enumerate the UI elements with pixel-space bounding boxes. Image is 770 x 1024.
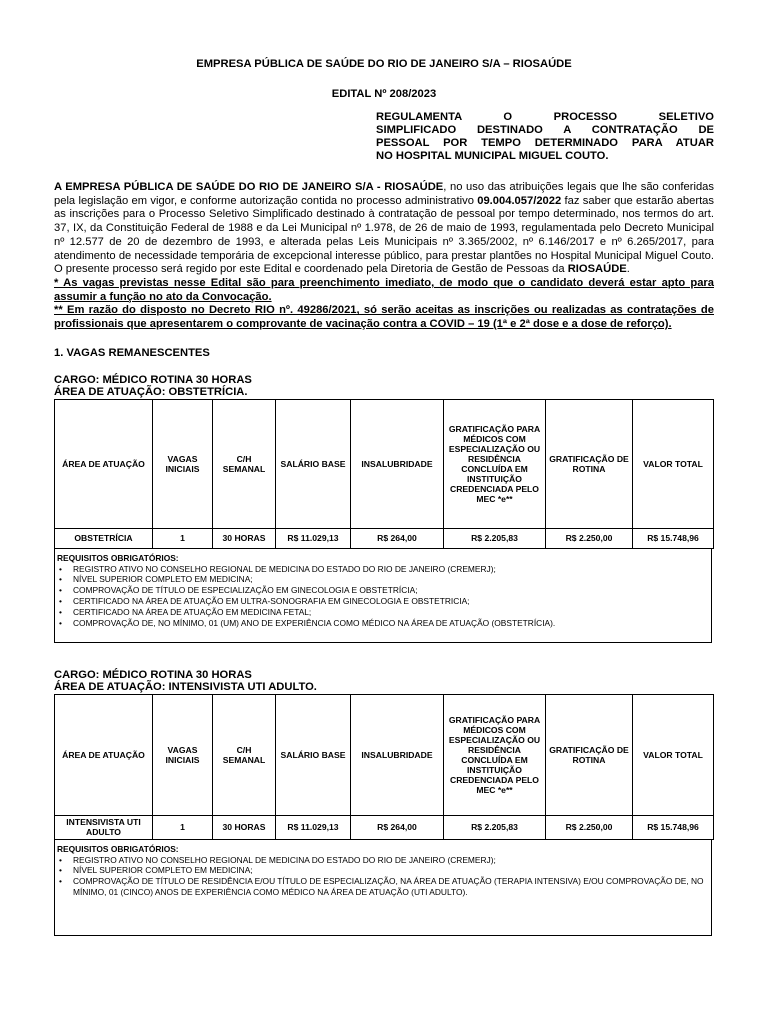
org-short-name: RIOSAÚDE: [567, 263, 627, 276]
header-cell: VAGAS INICIAIS: [153, 694, 213, 815]
requirement-item: • REGISTRO ATIVO NO CONSELHO REGIONAL DE MEDICINA DO ESTADO DO RIO DE JANEIRO (CREMERJ);: [73, 564, 711, 575]
cell-ch: 30 HORAS: [213, 815, 276, 839]
area-title: ÁREA DE ATUAÇÃO: OBSTETRÍCIA.: [54, 386, 248, 399]
cell-vagas: 1: [153, 815, 213, 839]
cell-gratificacao-rotina: R$ 2.250,00: [546, 815, 633, 839]
header-cell: SALÁRIO BASE: [276, 399, 351, 528]
subject-line: NO HOSPITAL MUNICIPAL MIGUEL COUTO.: [376, 150, 609, 162]
cell-area: OBSTETRÍCIA: [55, 528, 153, 548]
requirement-item: • CERTIFICADO NA ÁREA DE ATUAÇÃO EM MEDICINA FETAL;: [73, 607, 711, 618]
area-title: ÁREA DE ATUAÇÃO: INTENSIVISTA UTI ADULTO.: [54, 681, 317, 694]
cell-gratificacao-rotina: R$ 2.250,00: [546, 528, 633, 548]
note-immediate: * As vagas previstas nesse Edital são para preenchimento imediato, de modo que o candidato deverá estar apto para assumir a função no ato da Convocação.: [54, 276, 714, 303]
cell-insalubridade: R$ 264,00: [351, 528, 444, 548]
requirements-title: REQUISITOS OBRIGATÓRIOS:: [57, 843, 179, 854]
document-page: [54, 58, 714, 936]
requirement-item: • COMPROVAÇÃO DE TÍTULO DE ESPECIALIZAÇÃO EM GINECOLOGIA E OBSTETRÍCIA;: [73, 585, 711, 596]
note-covid: ** Em razão do disposto no Decreto RIO nº. 49286/2021, só serão aceitas as inscrições ou realizadas as contratações de profissionais que apresentarem o comprovante de vacinação contra a COVID – 19 (1ª e 2ª dose e a dose de reforço).: [54, 304, 714, 331]
cell-valor-total: R$ 15.748,96: [633, 815, 714, 839]
header-cell: SALÁRIO BASE: [276, 694, 351, 815]
cell-gratificacao-medicos: R$ 2.205,83: [444, 528, 546, 548]
subject-line: PESSOAL POR TEMPO DETERMINADO PARA ATUAR: [376, 137, 714, 149]
header-cell: C/H SEMANAL: [213, 694, 276, 815]
header-cell: INSALUBRIDADE: [351, 399, 444, 528]
header-cell: ÁREA DE ATUAÇÃO: [55, 694, 153, 815]
header-cell: VALOR TOTAL: [633, 399, 714, 528]
requirements-box: [54, 549, 712, 643]
requirement-item: • REGISTRO ATIVO NO CONSELHO REGIONAL DE MEDICINA DO ESTADO DO RIO DE JANEIRO (CREMERJ);: [73, 855, 711, 866]
intro-text: , no uso das atribuições legais que lhe são conferidas pela legislação em vigor, e conforme autorização contida no processo administrativo: [54, 181, 715, 207]
requirement-item: • NÍVEL SUPERIOR COMPLETO EM MEDICINA;: [73, 865, 711, 876]
cell-ch: 30 HORAS: [213, 528, 276, 548]
vacancy-table: [54, 694, 714, 840]
cargo-title: CARGO: MÉDICO ROTINA 30 HORAS: [54, 668, 252, 681]
header-cell: GRATIFICAÇÃO DE ROTINA: [546, 694, 633, 815]
edital-number: EDITAL Nº 208/2023: [331, 88, 437, 100]
requirements-list: [55, 564, 711, 629]
org-title: EMPRESA PÚBLICA DE SAÚDE DO RIO DE JANEIRO S/A – RIOSAÚDE: [196, 58, 572, 70]
requirement-item: • CERTIFICADO NA ÁREA DE ATUAÇÃO EM ULTRA-SONOGRAFIA EM GINECOLOGIA E OBSTETRICIA;: [73, 596, 711, 607]
cell-insalubridade: R$ 264,00: [351, 815, 444, 839]
header-cell: GRATIFICAÇÃO PARA MÉDICOS COM ESPECIALIZAÇÃO OU RESIDÊNCIA CONCLUÍDA EM INSTITUIÇÃO CREDENCIADA PELO MEC *e**: [444, 399, 546, 528]
section-title: 1. VAGAS REMANESCENTES: [54, 346, 210, 359]
intro-org-name: A EMPRESA PÚBLICA DE SAÚDE DO RIO DE JANEIRO S/A - RIOSAÚDE: [54, 181, 444, 193]
header-cell: VAGAS INICIAIS: [153, 399, 213, 528]
cargo-heading: [54, 669, 714, 694]
cargo-title: CARGO: MÉDICO ROTINA 30 HORAS: [54, 373, 252, 386]
header-cell: GRATIFICAÇÃO PARA MÉDICOS COM ESPECIALIZAÇÃO OU RESIDÊNCIA CONCLUÍDA EM INSTITUIÇÃO CREDENCIADA PELO MEC *e**: [444, 694, 546, 815]
cell-gratificacao-medicos: R$ 2.205,83: [444, 815, 546, 839]
subject-line: REGULAMENTA O PROCESSO SELETIVO: [376, 111, 714, 123]
header-cell: ÁREA DE ATUAÇÃO: [55, 399, 153, 528]
requirements-box: [54, 840, 712, 936]
table-row: [55, 528, 714, 548]
intro-text: faz saber que estarão abertas as inscrições para o Processo Seletivo Simplificado destinado à contratação de pessoal por tempo determinado, nos termos do art. 37, IX, da Constituição Federal de 1988 e da Lei Municipal nº 1.978, de 26 de maio de 1993, regulamentada pelo Decreto Municipal nº 12.577 de 20 de dezembro de 1993, e alterada pelas Leis Municipais nº 3.365/2002, nº 6.146/2017 e nº 6.265/2017, para atendimento de necessidade temporária de excepcional interesse público, para prestar plantões no Hospital Municipal Miguel Couto. O presente processo será regido por este Edital e coordenado pela Diretoria de Gestão de Pessoas da: [54, 194, 714, 276]
requirements-list: [55, 855, 711, 898]
subject-line: SIMPLIFICADO DESTINADO A CONTRATAÇÃO DE: [376, 124, 714, 136]
header-cell: VALOR TOTAL: [633, 694, 714, 815]
intro-text: .: [626, 263, 630, 276]
cell-vagas: 1: [153, 528, 213, 548]
header-cell: C/H SEMANAL: [213, 399, 276, 528]
requirement-item: • COMPROVAÇÃO DE, NO MÍNIMO, 01 (UM) ANO DE EXPERIÊNCIA COMO MÉDICO NA ÁREA DE ATUAÇÃO (OBSTETRÍCIA).: [73, 618, 711, 629]
cell-valor-total: R$ 15.748,96: [633, 528, 714, 548]
cell-salario: R$ 11.029,13: [276, 528, 351, 548]
requirements-title: REQUISITOS OBRIGATÓRIOS:: [57, 552, 179, 563]
table-row: [55, 815, 714, 839]
cell-salario: R$ 11.029,13: [276, 815, 351, 839]
requirement-item: • COMPROVAÇÃO DE TÍTULO DE RESIDÊNCIA E/OU TÍTULO DE ESPECIALIZAÇÃO, NA ÁREA DE ATUAÇÃO (TERAPIA INTENSIVA) E/OU COMPROVAÇÃO DE, NO MÍNIMO, 01 (CINCO) ANOS DE EXPERIÊNCIA COMO MÉDICO NA ÁREA DE ATUAÇÃO (UTI ADULTO).: [73, 876, 711, 898]
cell-area: INTENSIVISTA UTI ADULTO: [55, 815, 153, 839]
table-header-row: [55, 399, 714, 528]
intro-paragraph: [54, 181, 714, 277]
cargo-heading: [54, 374, 714, 399]
header-cell: INSALUBRIDADE: [351, 694, 444, 815]
header-cell: GRATIFICAÇÃO DE ROTINA: [546, 399, 633, 528]
edital-subject: [376, 111, 714, 163]
vacancy-table: [54, 399, 714, 549]
process-number: 09.004.057/2022: [477, 194, 562, 207]
table-header-row: [55, 694, 714, 815]
requirement-item: • NÍVEL SUPERIOR COMPLETO EM MEDICINA;: [73, 574, 711, 585]
